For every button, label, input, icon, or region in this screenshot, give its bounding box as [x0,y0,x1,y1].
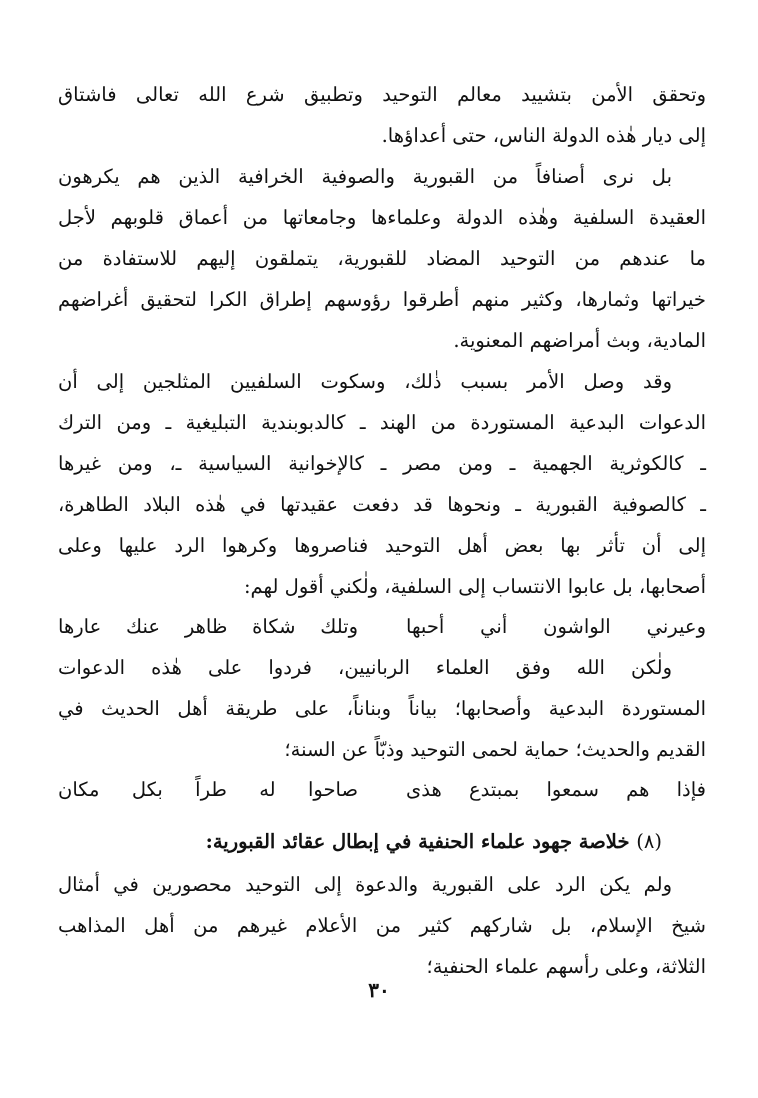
text-line: خيراتها وثمارها، وكثير منهم أطرقوا رؤوسهم إطراق الكرا لتحقيق أغراضهم [58,288,706,311]
paragraph-3 [58,361,706,607]
text-line: الثلاثة، وعلى رأسهم علماء الحنفية؛ [426,955,706,978]
text-line: المستوردة البدعية وأصحابها؛ بياناً وبناناً، على طريقة أهل الحديث في [58,697,706,720]
text-line: وقد وصل الأمر بسبب ذٰلك، وسكوت السلفيين المثلجين إلى أن [58,370,672,393]
verse-second-half: صاحوا له طراً بكل مكان [58,778,358,801]
text-line: إلى ديار هٰذه الدولة الناس، حتى أعداؤها. [381,124,706,147]
text-line: ـ كالصوفية القبورية ـ ونحوها قد دفعت عقيدتها في هٰذه البلاد الطاهرة، [58,493,706,516]
poetry-verse-2 [58,770,706,810]
text-line: الدعوات البدعية المستوردة من الهند ـ كالدبوبندية التبليغية ـ ومن الترك [58,411,706,434]
text-line: ـ كالكوثرية الجهمية ـ ومن مصر ـ كالإخوانية السياسية ـ، ومن غيرها [58,452,706,475]
verse-first-half: فإذا هم سمعوا بمبتدع هذى [406,778,706,801]
poetry-verse-1 [58,607,706,647]
section-number: (٨) [636,830,662,853]
paragraph-5 [58,864,706,987]
text-line: ولٰكن الله وفق العلماء الربانيين، فردوا على هٰذه الدعوات [58,656,672,679]
text-line: ما عندهم من التوحيد المضاد للقبورية، يتملقون إليهم للاستفادة من [58,247,706,270]
text-line: إلى أن تأثر بها بعض أهل التوحيد فناصروها وكرهوا الرد عليها وعلى [58,534,706,557]
paragraph-4 [58,647,706,770]
text-line: ولم يكن الرد على القبورية والدعوة إلى التوحيد محصورين في أمثال [58,873,672,896]
verse-second-half: وتلك شكاة ظاهر عنك عارها [58,615,358,638]
text-line: أصحابها، بل عابوا الانتساب إلى السلفية، ولٰكني أقول لهم: [243,575,706,598]
section-heading [58,820,706,864]
text-line: بل نرى أصنافاً من القبورية والصوفية الخرافية الذين هم يكرهون [58,165,672,188]
text-line: المادية، وبث أمراضهم المعنوية. [453,329,706,352]
text-line: القديم والحديث؛ حماية لحمى التوحيد وذبّاً عن السنة؛ [284,738,706,761]
paragraph-1 [58,74,706,156]
paragraph-2 [58,156,706,361]
text-line: شيخ الإسلام، بل شاركهم كثير من الأعلام غيرهم من أهل المذاهب [58,914,706,937]
page-number: ٣٠ [368,978,390,1002]
verse-first-half: وعيرني الواشون أني أحبها [406,615,706,638]
text-line: وتحقق الأمن بتشييد معالم التوحيد وتطبيق شرع الله تعالى فاشتاق [58,83,706,106]
section-title: خلاصة جهود علماء الحنفية في إبطال عقائد القبورية: [205,830,630,853]
text-line: العقيدة السلفية وهٰذه الدولة وعلماءها وجامعاتها من أعماق قلوبهم لأجل [58,206,706,229]
